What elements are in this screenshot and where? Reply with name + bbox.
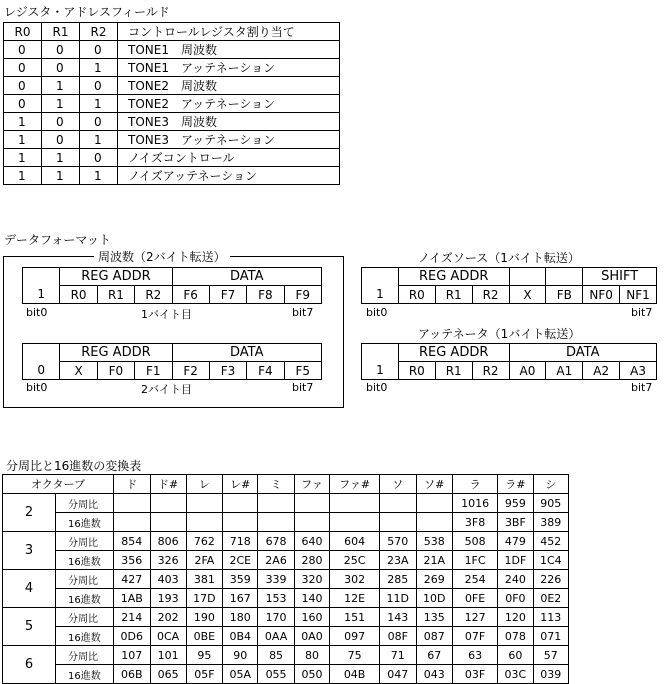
byte-bit-row	[23, 362, 322, 380]
ratio-cell: 381	[186, 570, 223, 589]
shift-group: SHIFT	[583, 268, 657, 286]
bit-cell: F0	[97, 362, 134, 380]
octave-cell: 4	[3, 570, 56, 608]
hex-label: 16進数	[56, 513, 114, 532]
ratio-cell: 240	[498, 570, 533, 589]
ratio-cell	[330, 494, 380, 513]
data-group: DATA	[172, 344, 322, 362]
register-bit-cell: 1	[4, 167, 42, 185]
hex-label: 16進数	[56, 589, 114, 608]
ratio-cell: 101	[150, 646, 186, 665]
freq-byte1-caption: 1バイト目	[141, 308, 192, 321]
hex-cell	[416, 513, 453, 532]
bit-cell: 1	[362, 362, 399, 380]
register-bit-cell: 1	[42, 149, 80, 167]
octave-cell: 6	[3, 646, 56, 684]
hex-cell: 10D	[416, 589, 453, 608]
noise-bit7: bit7	[631, 306, 653, 319]
bit-cell: NF0	[583, 286, 620, 304]
bit-cell: R1	[435, 286, 472, 304]
hex-cell	[330, 513, 380, 532]
ratio-cell: 640	[294, 532, 329, 551]
register-bit-cell: 0	[80, 77, 118, 95]
ratio-label: 分周比	[56, 494, 114, 513]
atten-bit7: bit7	[631, 381, 653, 394]
note-header: ソ#	[416, 475, 453, 494]
byte-bit-row	[362, 286, 657, 304]
ratio-cell: 570	[379, 532, 416, 551]
hex-cell: 05F	[186, 665, 223, 684]
conversion-hex-row	[3, 627, 569, 646]
noise-format-title: ノイズソース（1バイト転送）	[418, 251, 580, 265]
note-header: ド#	[150, 475, 186, 494]
hex-cell: 065	[150, 665, 186, 684]
ratio-cell: 95	[186, 646, 223, 665]
conversion-header-row	[3, 475, 569, 494]
ratio-cell: 90	[223, 646, 258, 665]
register-row	[4, 131, 340, 149]
ratio-cell: 320	[294, 570, 329, 589]
ratio-cell: 678	[258, 532, 294, 551]
hex-cell: 1C4	[533, 551, 568, 570]
conversion-table	[2, 474, 569, 684]
regaddr-group: REG ADDR	[60, 344, 172, 362]
hex-cell: 0F0	[498, 589, 533, 608]
ratio-cell: 214	[114, 608, 151, 627]
register-assignment-cell: TONE2 アッテネーション	[118, 95, 340, 113]
register-row	[4, 113, 340, 131]
register-bit-cell: 0	[80, 113, 118, 131]
hex-cell: 0FE	[453, 589, 498, 608]
hex-cell: 11D	[379, 589, 416, 608]
hex-cell: 0E2	[533, 589, 568, 608]
register-bit-cell: 0	[42, 131, 80, 149]
register-bit-cell: 1	[80, 131, 118, 149]
bit-cell: R2	[135, 286, 172, 304]
ratio-cell: 226	[533, 570, 568, 589]
hex-cell: 03C	[498, 665, 533, 684]
byte-group-row	[23, 344, 322, 362]
bit-cell: F2	[172, 362, 209, 380]
hex-cell: 389	[533, 513, 568, 532]
register-row	[4, 77, 340, 95]
register-assignment-cell: TONE2 周波数	[118, 77, 340, 95]
hex-cell: 23A	[379, 551, 416, 570]
ratio-cell: 604	[330, 532, 380, 551]
note-header: ド	[114, 475, 151, 494]
conversion-title: 分周比と16進数の変換表	[6, 459, 142, 473]
ratio-cell: 120	[498, 608, 533, 627]
hex-cell: 0AA	[258, 627, 294, 646]
hex-cell: 25C	[330, 551, 380, 570]
register-title: レジスタ・アドレスフィールド	[4, 5, 170, 19]
register-bit-cell: 0	[80, 41, 118, 59]
ratio-cell: 762	[186, 532, 223, 551]
note-header: ソ	[379, 475, 416, 494]
ratio-cell	[114, 494, 151, 513]
register-bit-cell: 0	[42, 41, 80, 59]
ratio-cell: 67	[416, 646, 453, 665]
note-header: レ#	[223, 475, 258, 494]
register-bit-cell: 1	[42, 167, 80, 185]
hex-cell	[223, 513, 258, 532]
ratio-cell	[379, 494, 416, 513]
hex-cell: 0D6	[114, 627, 151, 646]
ratio-cell: 151	[330, 608, 380, 627]
ratio-cell: 538	[416, 532, 453, 551]
ratio-cell	[416, 494, 453, 513]
hex-cell: 12E	[330, 589, 380, 608]
ratio-cell	[223, 494, 258, 513]
hex-cell: 087	[416, 627, 453, 646]
hex-cell	[150, 513, 186, 532]
ratio-cell: 427	[114, 570, 151, 589]
ratio-cell: 339	[258, 570, 294, 589]
hex-cell: 050	[294, 665, 329, 684]
register-bit-cell: 1	[80, 59, 118, 77]
register-bit-cell: 1	[80, 167, 118, 185]
conversion-ratio-row	[3, 494, 569, 513]
ratio-cell: 190	[186, 608, 223, 627]
register-bit-cell: 0	[4, 95, 42, 113]
bit-cell: FB	[546, 286, 583, 304]
bit-cell: F3	[209, 362, 246, 380]
bit-cell: X	[60, 362, 97, 380]
bit-cell: R2	[472, 286, 509, 304]
ratio-cell: 80	[294, 646, 329, 665]
conversion-hex-row	[3, 551, 569, 570]
bit-cell: R0	[398, 362, 435, 380]
octave-header: オクターブ	[3, 475, 114, 494]
note-header: レ	[186, 475, 223, 494]
register-row	[4, 95, 340, 113]
ratio-cell: 63	[453, 646, 498, 665]
ratio-cell: 113	[533, 608, 568, 627]
byte-group-row	[23, 268, 322, 286]
hex-label: 16進数	[56, 551, 114, 570]
data-group: DATA	[172, 268, 322, 286]
ratio-cell: 71	[379, 646, 416, 665]
byte-bit-row	[23, 286, 322, 304]
conversion-hex-row	[3, 665, 569, 684]
conversion-ratio-row	[3, 532, 569, 551]
byte-table	[22, 343, 322, 380]
hex-cell: 071	[533, 627, 568, 646]
register-bit-cell: 0	[4, 77, 42, 95]
bit-cell: 1	[23, 286, 60, 304]
ratio-cell: 170	[258, 608, 294, 627]
register-bit-cell: 0	[42, 113, 80, 131]
noise-bit0: bit0	[366, 306, 388, 319]
hex-cell: 21A	[416, 551, 453, 570]
hex-cell: 326	[150, 551, 186, 570]
register-bit-cell: 0	[80, 149, 118, 167]
bit-cell: R1	[435, 362, 472, 380]
hex-cell: 08F	[379, 627, 416, 646]
hex-cell: 167	[223, 589, 258, 608]
bit-cell: R0	[60, 286, 97, 304]
ratio-cell: 57	[533, 646, 568, 665]
register-row	[4, 149, 340, 167]
bit-cell: A2	[583, 362, 620, 380]
register-assignment-cell: TONE1 周波数	[118, 41, 340, 59]
bit-cell: A1	[546, 362, 583, 380]
ratio-cell: 60	[498, 646, 533, 665]
conversion-hex-row	[3, 589, 569, 608]
bit-cell: F9	[284, 286, 321, 304]
ratio-cell: 285	[379, 570, 416, 589]
freq-byte2-caption: 2バイト目	[141, 383, 192, 396]
bit-cell: F7	[209, 286, 246, 304]
register-bit-cell: 1	[4, 131, 42, 149]
hex-cell: 193	[150, 589, 186, 608]
data-group: DATA	[509, 344, 657, 362]
conversion-ratio-row	[3, 608, 569, 627]
note-header: シ	[533, 475, 568, 494]
ratio-cell: 127	[453, 608, 498, 627]
hex-cell: 097	[330, 627, 380, 646]
header-r0: R0	[4, 23, 42, 41]
freq-byte1-bit7: bit7	[292, 306, 314, 319]
bit-cell: NF1	[620, 286, 657, 304]
register-bit-cell: 0	[4, 59, 42, 77]
bit-cell: R2	[472, 362, 509, 380]
ratio-cell: 107	[114, 646, 151, 665]
bit-cell: X	[509, 286, 546, 304]
hex-cell: 1FC	[453, 551, 498, 570]
hex-cell: 2A6	[258, 551, 294, 570]
hex-cell	[186, 513, 223, 532]
conversion-ratio-row	[3, 570, 569, 589]
ratio-cell	[294, 494, 329, 513]
bit-cell: F6	[172, 286, 209, 304]
freq-byte2-bit0: bit0	[26, 381, 48, 394]
freq-byte1-bit0: bit0	[26, 306, 48, 319]
hex-cell: 2FA	[186, 551, 223, 570]
register-assignment-cell: TONE3 アッテネーション	[118, 131, 340, 149]
ratio-cell	[150, 494, 186, 513]
regaddr-group: REG ADDR	[60, 268, 172, 286]
bit-blank	[362, 268, 399, 286]
atten-format-title: アッテネータ（1バイト転送）	[418, 327, 581, 341]
ratio-cell: 854	[114, 532, 151, 551]
hex-label: 16進数	[56, 627, 114, 646]
register-bit-cell: 1	[4, 149, 42, 167]
freq-format-title: 周波数（2バイト転送）	[94, 248, 230, 265]
ratio-cell: 959	[498, 494, 533, 513]
note-header: ラ#	[498, 475, 533, 494]
bit-cell: F8	[247, 286, 284, 304]
register-bit-cell: 1	[4, 113, 42, 131]
header-r1: R1	[42, 23, 80, 41]
byte-table	[361, 267, 657, 304]
hex-cell: 17D	[186, 589, 223, 608]
hex-cell	[258, 513, 294, 532]
register-bit-cell: 0	[4, 41, 42, 59]
register-assignment-cell: TONE1 アッテネーション	[118, 59, 340, 77]
byte-group-row	[362, 268, 657, 286]
register-table	[3, 22, 340, 185]
regaddr-group: REG ADDR	[398, 344, 509, 362]
ratio-cell: 302	[330, 570, 380, 589]
bit-cell: 1	[362, 286, 399, 304]
octave-cell: 5	[3, 608, 56, 646]
hex-cell: 047	[379, 665, 416, 684]
hex-cell: 05A	[223, 665, 258, 684]
ratio-cell: 452	[533, 532, 568, 551]
bit-cell: F1	[135, 362, 172, 380]
ratio-cell: 75	[330, 646, 380, 665]
byte-table	[22, 267, 322, 304]
bit-cell: F4	[247, 362, 284, 380]
ratio-cell: 718	[223, 532, 258, 551]
register-header-row	[4, 23, 340, 41]
byte-bit-row	[362, 362, 657, 380]
hex-cell	[114, 513, 151, 532]
hex-cell: 055	[258, 665, 294, 684]
freq-byte2-bit7: bit7	[292, 381, 314, 394]
bit-blank	[362, 344, 399, 362]
hex-cell: 078	[498, 627, 533, 646]
register-bit-cell: 1	[80, 95, 118, 113]
ratio-cell	[186, 494, 223, 513]
header-assignment: コントロールレジスタ割り当て	[118, 23, 340, 41]
ratio-cell: 269	[416, 570, 453, 589]
ratio-cell: 143	[379, 608, 416, 627]
ratio-cell	[258, 494, 294, 513]
hex-cell: 1AB	[114, 589, 151, 608]
hex-label: 16進数	[56, 665, 114, 684]
bit-cell: F5	[284, 362, 321, 380]
conversion-ratio-row	[3, 646, 569, 665]
hex-cell: 06B	[114, 665, 151, 684]
register-bit-cell: 0	[42, 59, 80, 77]
bit-cell: A3	[620, 362, 657, 380]
hex-cell: 0BE	[186, 627, 223, 646]
hex-cell: 0CA	[150, 627, 186, 646]
register-assignment-cell: ノイズアッテネーション	[118, 167, 340, 185]
ratio-cell: 508	[453, 532, 498, 551]
ratio-cell: 1016	[453, 494, 498, 513]
hex-cell: 356	[114, 551, 151, 570]
ratio-cell: 479	[498, 532, 533, 551]
ratio-cell: 905	[533, 494, 568, 513]
ratio-cell: 160	[294, 608, 329, 627]
atten-bit0: bit0	[366, 381, 388, 394]
hex-cell: 043	[416, 665, 453, 684]
byte-table	[361, 343, 657, 380]
ratio-cell: 359	[223, 570, 258, 589]
bit-blank	[546, 268, 583, 286]
bit-blank	[23, 344, 60, 362]
bit-cell: 0	[23, 362, 60, 380]
ratio-cell: 202	[150, 608, 186, 627]
register-row	[4, 41, 340, 59]
ratio-label: 分周比	[56, 532, 114, 551]
register-assignment-cell: ノイズコントロール	[118, 149, 340, 167]
register-bit-cell: 1	[42, 77, 80, 95]
bit-cell: R0	[398, 286, 435, 304]
hex-cell: 153	[258, 589, 294, 608]
hex-cell: 140	[294, 589, 329, 608]
bit-blank	[509, 268, 546, 286]
hex-cell	[294, 513, 329, 532]
hex-cell: 2CE	[223, 551, 258, 570]
regaddr-group: REG ADDR	[398, 268, 509, 286]
hex-cell: 0A0	[294, 627, 329, 646]
hex-cell	[379, 513, 416, 532]
hex-cell: 280	[294, 551, 329, 570]
hex-cell: 3F8	[453, 513, 498, 532]
ratio-label: 分周比	[56, 646, 114, 665]
hex-cell: 1DF	[498, 551, 533, 570]
hex-cell: 3BF	[498, 513, 533, 532]
note-header: ミ	[258, 475, 294, 494]
format-title: データフォーマット	[4, 233, 111, 247]
hex-cell: 03F	[453, 665, 498, 684]
ratio-cell: 180	[223, 608, 258, 627]
bit-cell: A0	[509, 362, 546, 380]
register-row	[4, 167, 340, 185]
ratio-cell: 85	[258, 646, 294, 665]
header-r2: R2	[80, 23, 118, 41]
byte-group-row	[362, 344, 657, 362]
register-row	[4, 59, 340, 77]
octave-cell: 2	[3, 494, 56, 532]
ratio-cell: 254	[453, 570, 498, 589]
ratio-cell: 135	[416, 608, 453, 627]
hex-cell: 039	[533, 665, 568, 684]
bit-cell: R1	[97, 286, 134, 304]
register-bit-cell: 1	[42, 95, 80, 113]
ratio-cell: 403	[150, 570, 186, 589]
hex-cell: 04B	[330, 665, 380, 684]
note-header: ラ	[453, 475, 498, 494]
ratio-cell: 806	[150, 532, 186, 551]
octave-cell: 3	[3, 532, 56, 570]
hex-cell: 0B4	[223, 627, 258, 646]
ratio-label: 分周比	[56, 608, 114, 627]
ratio-label: 分周比	[56, 570, 114, 589]
register-assignment-cell: TONE3 周波数	[118, 113, 340, 131]
hex-cell: 07F	[453, 627, 498, 646]
note-header: ファ	[294, 475, 329, 494]
bit-blank	[23, 268, 60, 286]
conversion-hex-row	[3, 513, 569, 532]
note-header: ファ#	[330, 475, 380, 494]
